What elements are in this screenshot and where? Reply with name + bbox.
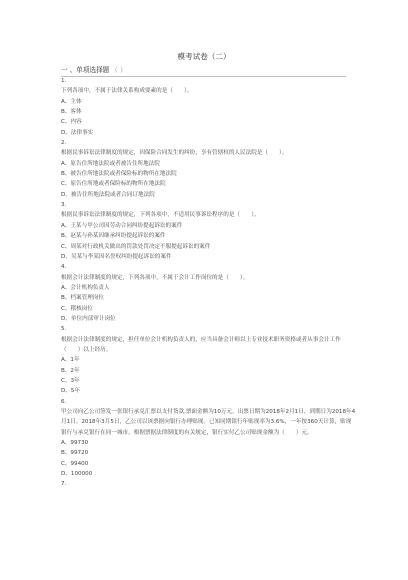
option: A、1年 — [61, 357, 80, 364]
question-number: 6. — [61, 398, 67, 405]
option: B、被告住所地法院或者保险标的物所在地法院 — [61, 171, 177, 178]
question-number: 1. — [61, 78, 67, 84]
question-stem: 根据会计法律制度的规定，担任单位会计机构负责人的，应当具备会计师以上专业技术职务资格或者从事会计工作（ ）以上经历。 — [61, 336, 341, 353]
option: B、赵某与孙某因继承纠纷提起诉讼的案件 — [61, 233, 166, 240]
option: B、99720 — [61, 450, 89, 457]
option: D、单位内部审计岗位 — [61, 315, 116, 322]
question-number: 3. — [61, 202, 67, 209]
option: D、100000 — [61, 471, 93, 478]
option: B、2年 — [61, 367, 80, 374]
question-stem: 根据民事诉讼法律制度的规定，因保险合同发生的纠纷，享有管辖权的人民法院是（ ）。 — [61, 150, 288, 157]
option: D、吴某与李某因名誉权纠纷提起诉讼的案件 — [61, 253, 172, 260]
question-stem: 甲公司向乙公司签发一张银行承兑汇票以支付货款,票面金额为10万元，出票日期为2018年2月1日，到期日为2018年4月1日。2018年3月5日，乙公司以该票据向银行办理贴现。已知同期银行年贴现率为3.6%，一年按360天计算，贴现银行与承兑银行在同一城市。根据票据法律制度的有关规定，银行实付乙公司贴现金额为（ ）元。 — [61, 409, 356, 436]
question-stem: 根据民事诉讼法律制度的规定，下列各项中，不适用民事诉讼程序的是（ ）。 — [61, 212, 260, 219]
option: A、主体 — [61, 98, 82, 105]
option: A、王某与甲公司因劳动合同纠纷提起诉讼的案件 — [61, 222, 183, 229]
section-label: 一 、单项选择题 — [61, 66, 110, 74]
question-list — [61, 76, 356, 490]
question-number: 7. — [61, 481, 67, 488]
question-number: 5. — [61, 326, 67, 333]
option: D、被告住所地法院或者合同订地法院 — [61, 191, 155, 198]
option: C、内容 — [61, 119, 82, 126]
option: C、99400 — [61, 460, 89, 467]
option: B、客体 — [61, 109, 82, 116]
option: C、稽核岗位 — [61, 305, 93, 312]
option: C、3年 — [61, 377, 80, 384]
question-stem: 根据会计法律制度的规定，下列各项中，不属于会计工作岗位的是（ ）。 — [61, 274, 249, 281]
option: D、法律事实 — [61, 129, 94, 136]
question-number: 2. — [61, 140, 67, 147]
option: A、原告住所地法院或者被告住所地法院 — [61, 160, 160, 167]
option: D、5年 — [61, 388, 81, 395]
question-number: 4. — [61, 264, 67, 271]
option: A、会计机构负责人 — [61, 284, 110, 291]
option: C、原告住所地或者保险标的物所在地法院 — [61, 181, 166, 188]
option: B、档案管理岗位 — [61, 295, 104, 302]
section-hint: （ ） — [111, 66, 127, 74]
option: A、99730 — [61, 440, 89, 447]
option: C、周某对行政机关做出的罚款处罚决定不服提起诉讼的案件 — [61, 243, 211, 250]
page-title: 模考试卷（二） — [177, 52, 231, 61]
question-stem: 下列各项中，不属于法律关系构成要素的是（ ）。 — [61, 88, 193, 95]
